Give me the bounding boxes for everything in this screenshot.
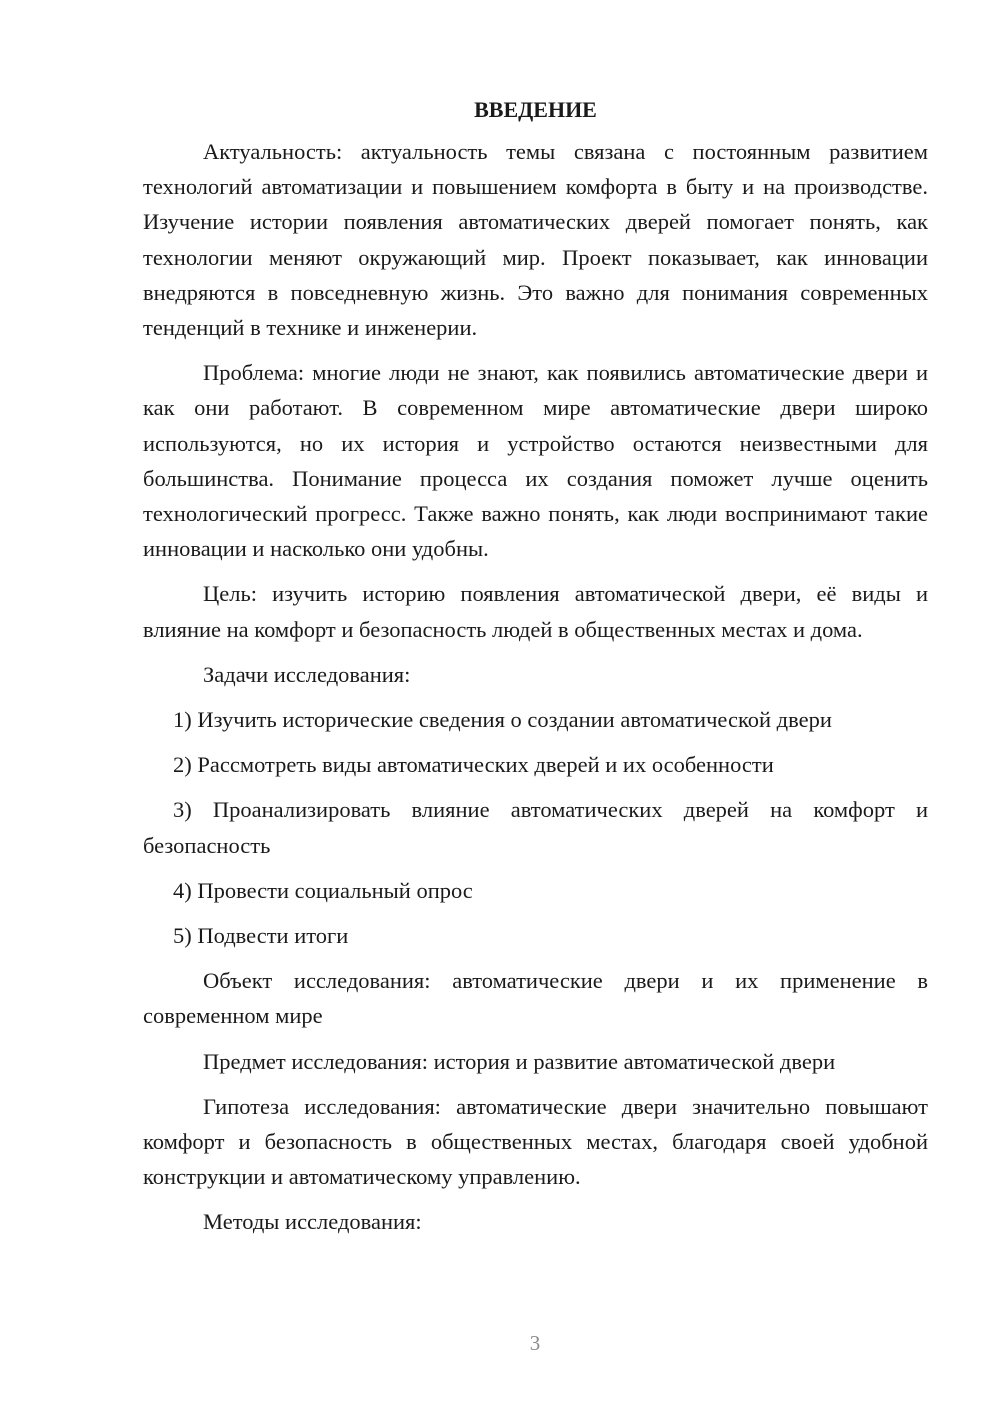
object-paragraph: Объект исследования: автоматические двери и их применение в современном мире [143,968,928,1029]
methods-heading: Методы исследования: [203,1209,422,1235]
task-item-3: 3) Проанализировать влияние автоматических дверей на комфорт и безопасность [143,797,928,858]
task-item-4: 4) Провести социальный опрос [173,877,473,903]
document-page [143,92,928,1250]
task-item-1: 1) Изучить исторические сведения о создании автоматической двери [173,707,832,733]
hypothesis-paragraph: Гипотеза исследования: автоматические двери значительно повышают комфорт и безопасность в общественных местах, благодаря своей удобной конструкции и автоматическому управлению. [143,1093,928,1190]
task-item-2: 2) Рассмотреть виды автоматических дверей и их особенности [173,752,774,778]
tasks-heading: Задачи исследования: [203,661,411,687]
subject-paragraph: Предмет исследования: история и развитие автоматической двери [203,1048,836,1074]
goal-paragraph: Цель: изучить историю появления автоматической двери, её виды и влияние на комфорт и безопасность людей в общественных местах и дома. [143,581,928,642]
relevance-paragraph: Актуальность: актуальность темы связана с постоянным развитием технологий автоматизации и повышением комфорта в быту и на производстве. Изучение истории появления автоматических дверей помогает понять, как технологии меняют окружающий мир. Проект показывает, как инновации внедряются в повседневную жизнь. Это важно для понимания современных тенденций в технике и инженерии. [143,139,928,341]
section-title: ВВЕДЕНИЕ [474,97,597,122]
problem-paragraph: Проблема: многие люди не знают, как появились автоматические двери и как они работают. В современном мире автоматические двери широко используются, но их история и устройство остаются неизвестными для большинства. Понимание процесса их создания поможет лучше оценить технологический прогресс. Также важно понять, как люди воспринимают такие инновации и насколько они удобны. [143,360,928,562]
page-number: 3 [529,1331,541,1355]
task-item-5: 5) Подвести итоги [173,923,349,949]
